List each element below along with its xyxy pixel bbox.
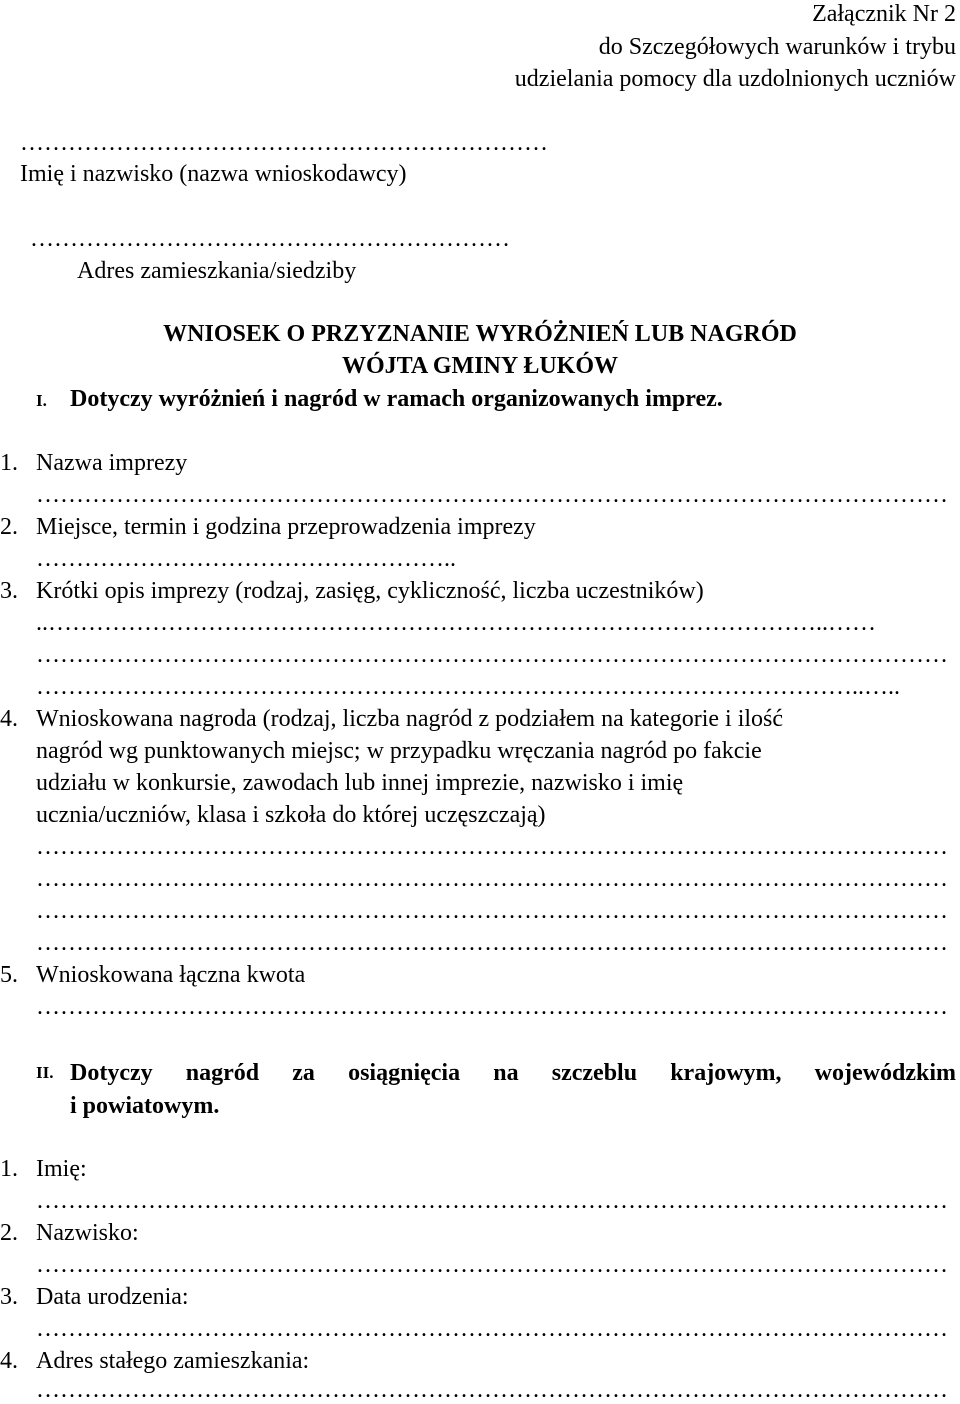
applicant-name-label: Imię i nazwisko (nazwa wnioskodawcy) bbox=[20, 161, 407, 187]
s1-item-3 bbox=[0, 577, 704, 605]
s1-item-4-field-4[interactable]: …………………………………………………………………………………………………… bbox=[36, 930, 948, 956]
section-1-heading-text: Dotyczy wyróżnień i nagród w ramach organizowanych imprez. bbox=[70, 386, 723, 412]
s1-item-3-field-2[interactable]: …………………………………………………………………………………………………… bbox=[36, 642, 948, 668]
s1-item-1 bbox=[0, 449, 187, 477]
s1-item-4-field-3[interactable]: …………………………………………………………………………………………………… bbox=[36, 898, 948, 924]
s2-item-1-field[interactable]: …………………………………………………………………………………………………… bbox=[36, 1188, 948, 1214]
s1-item-3-label: Krótki opis imprezy (rodzaj, zasięg, cykliczność, liczba uczestników) bbox=[36, 578, 704, 604]
s1-item-4 bbox=[0, 705, 783, 733]
applicant-name-dots: ………………………………………………………… bbox=[20, 130, 548, 156]
s1-item-2-label: Miejsce, termin i godzina przeprowadzenia imprezy bbox=[36, 514, 536, 540]
s1-item-5-label: Wnioskowana łączna kwota bbox=[36, 962, 306, 988]
s2-item-2 bbox=[0, 1219, 139, 1247]
section-2-heading-line-2: i powiatowym. bbox=[70, 1093, 220, 1119]
annex-line-2: do Szczegółowych warunków i trybu bbox=[598, 34, 956, 60]
s2-item-4 bbox=[0, 1347, 309, 1375]
applicant-address-label: Adres zamieszkania/siedziby bbox=[77, 258, 357, 284]
applicant-address-dots: …………………………………………………… bbox=[30, 226, 510, 252]
annex-line-1: Załącznik Nr 2 bbox=[812, 1, 956, 27]
s1-item-1-num: 1. bbox=[0, 450, 18, 476]
s1-item-4-label-line-4: ucznia/uczniów, klasa i szkoła do której uczęszczają) bbox=[36, 802, 546, 828]
s1-item-3-field-1[interactable]: ..……………………………………………………………………………………..…… bbox=[36, 610, 876, 636]
s1-item-1-field[interactable]: …………………………………………………………………………………………………… bbox=[36, 482, 948, 508]
section-2-heading bbox=[36, 1059, 956, 1087]
s1-item-3-num: 3. bbox=[0, 578, 18, 604]
s2-item-2-label: Nazwisko: bbox=[36, 1220, 139, 1246]
section-2-roman: II. bbox=[36, 1063, 54, 1082]
section-1-roman: I. bbox=[36, 391, 47, 410]
s1-item-5 bbox=[0, 961, 305, 989]
section-1-heading bbox=[36, 385, 723, 415]
s2-item-3 bbox=[0, 1283, 189, 1311]
s1-item-5-field[interactable]: …………………………………………………………………………………………………… bbox=[36, 994, 948, 1020]
section-2-heading-line-1: Dotyczy nagród za osiągnięcia na szczeblu krajowym, wojewódzkim bbox=[70, 1060, 956, 1086]
s2-item-4-field[interactable]: …………………………………………………………………………………………………… bbox=[36, 1377, 948, 1403]
s1-item-4-field-1[interactable]: …………………………………………………………………………………………………… bbox=[36, 834, 948, 860]
s2-item-3-num: 3. bbox=[0, 1284, 18, 1310]
s1-item-4-label-line-2: nagród wg punktowanych miejsc; w przypadku wręczania nagród po fakcie bbox=[36, 738, 762, 764]
s2-item-2-field[interactable]: …………………………………………………………………………………………………… bbox=[36, 1252, 948, 1278]
s2-item-4-num: 4. bbox=[0, 1348, 18, 1374]
s1-item-2-num: 2. bbox=[0, 514, 18, 540]
s2-item-1-num: 1. bbox=[0, 1156, 18, 1182]
s1-item-4-num: 4. bbox=[0, 706, 18, 732]
s1-item-2-field[interactable]: …………………………………………….. bbox=[36, 546, 456, 572]
s2-item-1 bbox=[0, 1155, 87, 1183]
s1-item-4-label-line-3: udziału w konkursie, zawodach lub innej imprezie, nazwisko i imię bbox=[36, 770, 684, 796]
s1-item-1-label: Nazwa imprezy bbox=[36, 450, 188, 476]
s1-item-5-num: 5. bbox=[0, 962, 18, 988]
form-title-line-2: WÓJTA GMINY ŁUKÓW bbox=[341, 353, 618, 379]
s1-item-2 bbox=[0, 513, 536, 541]
s2-item-3-field[interactable]: …………………………………………………………………………………………………… bbox=[36, 1316, 948, 1342]
s2-item-1-label: Imię: bbox=[36, 1156, 87, 1182]
annex-line-3: udzielania pomocy dla uzdolnionych uczniów bbox=[514, 66, 956, 92]
form-title-line-1: WNIOSEK O PRZYZNANIE WYRÓŻNIEŃ LUB NAGRÓD bbox=[163, 321, 797, 347]
s2-item-4-label: Adres stałego zamieszkania: bbox=[36, 1348, 310, 1374]
s1-item-4-label-line-1: Wnioskowana nagroda (rodzaj, liczba nagród z podziałem na kategorie i ilość bbox=[36, 706, 784, 732]
s1-item-4-field-2[interactable]: …………………………………………………………………………………………………… bbox=[36, 866, 948, 892]
s2-item-2-num: 2. bbox=[0, 1220, 18, 1246]
s2-item-3-label: Data urodzenia: bbox=[36, 1284, 189, 1310]
s1-item-3-field-3[interactable]: …………………………………………………………………………………………..….. bbox=[36, 674, 900, 700]
